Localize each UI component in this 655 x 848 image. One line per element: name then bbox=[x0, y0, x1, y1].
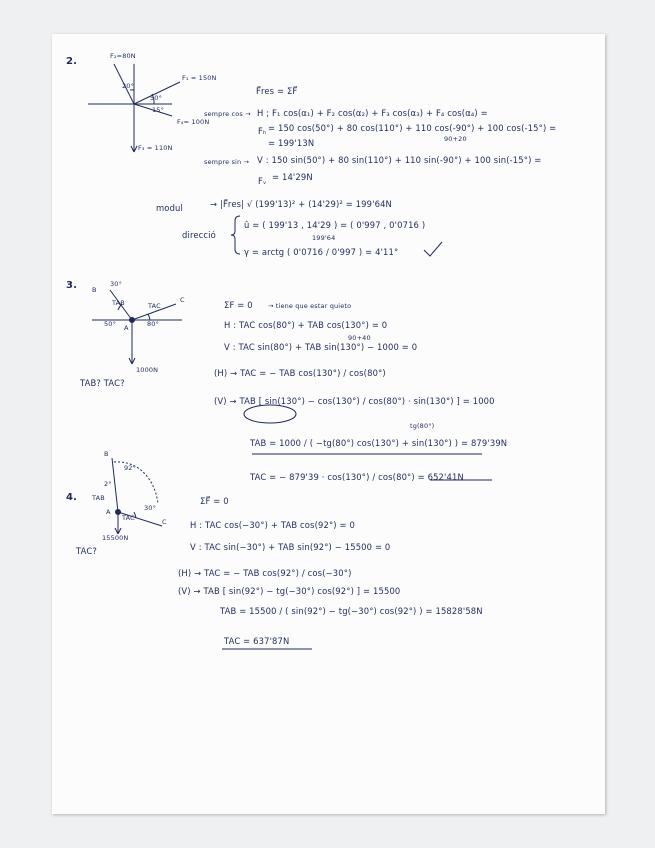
p3-v-line: V : TAC sin(80°) + TAB sin(130°) − 1000 = 0 bbox=[224, 342, 418, 352]
p4-v-line: V : TAC sin(−30°) + TAB sin(92°) − 15500 = 0 bbox=[190, 542, 391, 552]
force-diagram-p2 bbox=[88, 64, 180, 152]
p2-fh-line: = 150 cos(50°) + 80 cos(110°) + 110 cos(-90°) + 100 cos(-15°) = bbox=[268, 123, 557, 133]
label-tac4: TAC bbox=[122, 514, 135, 522]
label-tab: TAB bbox=[112, 299, 125, 307]
p2-fh-sub: 90+20 bbox=[444, 135, 467, 143]
problem-number-3: 3. bbox=[66, 280, 78, 291]
p2-u-line: û = ( 199'13 , 14'29 ) = ( 0'997 , 0'0716 ) bbox=[244, 220, 426, 230]
label-load: 1000N bbox=[136, 366, 159, 374]
p3-sumf-note: → tiene que estar quieto bbox=[268, 302, 352, 310]
label-a: A bbox=[124, 324, 129, 332]
p2-modul-label: modul bbox=[156, 203, 183, 213]
label-a2: 2° bbox=[104, 480, 112, 488]
brace-p2 bbox=[231, 216, 240, 254]
p2-fres: F⃗res = ΣF⃗ bbox=[256, 86, 298, 96]
p4-question: TAC? bbox=[76, 546, 97, 556]
label-c: C bbox=[180, 296, 185, 304]
label-load4: 15500N bbox=[102, 534, 129, 542]
check-mark bbox=[424, 242, 442, 256]
label-a30: 30° bbox=[110, 280, 122, 288]
label-a30-4: 30° bbox=[144, 504, 156, 512]
worksheet-page bbox=[52, 34, 605, 814]
label-c4: C bbox=[162, 518, 167, 526]
p3-tab-line: TAB = 1000 / ( −tg(80°) cos(130°) + sin(130°) ) = 879'39N bbox=[250, 438, 508, 448]
label-f2: F₂=80N bbox=[110, 52, 136, 60]
label-a50: 50° bbox=[150, 94, 162, 102]
p3-sumf: ΣF = 0 bbox=[224, 300, 253, 310]
p4-tac-line: TAC = 637'87N bbox=[224, 636, 290, 646]
p2-fv-result: = 14'29N bbox=[272, 172, 313, 182]
p4-sumf: ΣF⃗ = 0 bbox=[200, 496, 229, 506]
p2-modul-line: → |F⃗res| √ (199'13)² + (14'29)² = 199'64N bbox=[210, 199, 392, 209]
p4-h-solve: (H) → TAC = − TAB cos(92°) / cos(−30°) bbox=[178, 568, 352, 578]
p3-h-solve: (H) → TAC = − TAB cos(130°) / cos(80°) bbox=[214, 368, 386, 378]
p3-h-sub: 90+40 bbox=[348, 334, 371, 342]
p4-v-solve: (V) → TAB [ sin(92°) − tg(−30°) cos(92°) ] = 15500 bbox=[178, 586, 401, 596]
label-b4: B bbox=[104, 450, 109, 458]
label-a80: 80° bbox=[147, 320, 159, 328]
label-b: B bbox=[92, 286, 97, 294]
label-a92: 92° bbox=[124, 464, 136, 472]
label-a50: 50° bbox=[104, 320, 116, 328]
label-f1: F₁ = 150N bbox=[182, 74, 217, 82]
p4-tab-line: TAB = 15500 / ( sin(92°) − tg(−30°) cos(92°) ) = 15828'58N bbox=[220, 606, 483, 616]
p2-fh-result: = 199'13N bbox=[268, 138, 315, 148]
p2-gamma-line: γ = arctg ( 0'0716 / 0'997 ) = 4'11° bbox=[244, 247, 399, 257]
label-a20: 20° bbox=[122, 82, 134, 90]
circle-mark-p3 bbox=[244, 405, 296, 423]
p3-h-line: H : TAC cos(80°) + TAB cos(130°) = 0 bbox=[224, 320, 388, 330]
p3-v-solve: (V) → TAB [ sin(130°) − cos(130°) / cos(80°) · sin(130°) ] = 1000 bbox=[214, 396, 495, 406]
p2-h-line: H ; F₁ cos(α₁) + F₂ cos(α₂) + F₃ cos(α₃) + F₄ cos(α₄) = bbox=[257, 108, 488, 118]
p3-tac-line: TAC = − 879'39 · cos(130°) / cos(80°) = 652'41N bbox=[250, 472, 464, 482]
p2-v-note: sempre sin → bbox=[204, 158, 250, 166]
p2-u-den: 199'64 bbox=[312, 234, 336, 242]
label-a4: A bbox=[106, 508, 111, 516]
label-tab4: TAB bbox=[92, 494, 105, 502]
p3-tg-note: tg(80°) bbox=[410, 422, 435, 430]
problem-number-4: 4. bbox=[66, 492, 78, 503]
p3-question: TAB? TAC? bbox=[80, 378, 125, 388]
p2-direccio-label: direcció bbox=[182, 230, 216, 240]
label-a15: 15° bbox=[152, 106, 164, 114]
diagrams-layer bbox=[52, 34, 605, 814]
p2-fh-label: Fₕ bbox=[258, 126, 267, 136]
p2-v-line: V : 150 sin(50°) + 80 sin(110°) + 110 sin(-90°) + 100 sin(-15°) = bbox=[257, 155, 542, 165]
p2-h-note: sempre cos → bbox=[204, 110, 251, 118]
p2-fv-label: Fᵥ bbox=[258, 176, 267, 186]
cable-diagram-p4 bbox=[112, 458, 162, 534]
problem-number-2: 2. bbox=[66, 56, 78, 67]
label-tac: TAC bbox=[148, 302, 161, 310]
p4-h-line: H : TAC cos(−30°) + TAB cos(92°) = 0 bbox=[190, 520, 355, 530]
label-f3: F₃ = 110N bbox=[138, 144, 173, 152]
label-f4: F₄= 100N bbox=[177, 118, 210, 126]
